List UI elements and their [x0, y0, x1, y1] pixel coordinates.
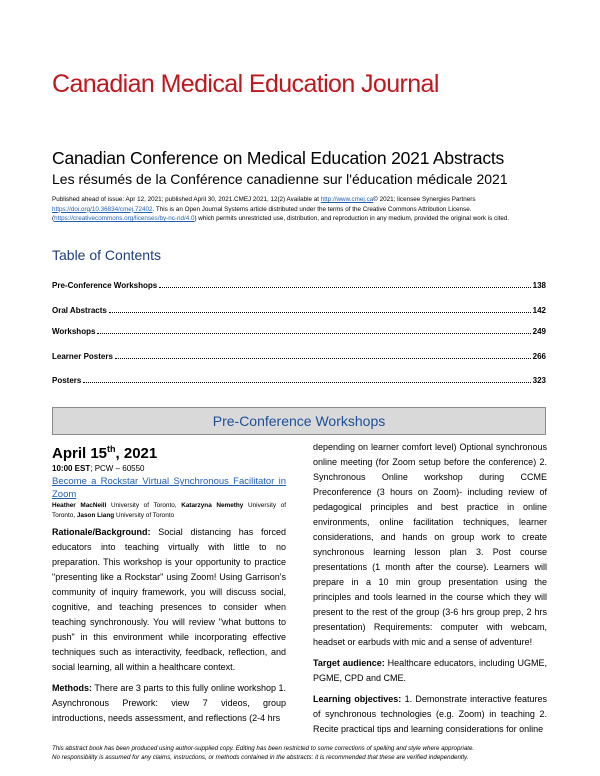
toc-leader-dots — [83, 382, 530, 383]
pub-text-4: ) which permits unrestricted use, distribution, and reproduction in any medium, provided the original work is cited. — [194, 215, 510, 223]
toc-entry-page: 142 — [532, 306, 546, 315]
pub-text-3: . This is an Open Journal Systems article distributed under the terms of the Creative Commons Attribution License. ( — [52, 205, 472, 223]
doi-link[interactable]: https://doi.org/10.36834/cmej.72402 — [52, 205, 153, 213]
section-banner-label: Pre-Conference Workshops — [212, 413, 386, 429]
methods-paragraph — [52, 681, 286, 726]
left-column — [52, 440, 286, 726]
author-1: Heather MacNeill — [52, 502, 107, 509]
workshop-title-link[interactable]: Become a Rockstar Virtual Synchronous Facilitator in Zoom — [52, 476, 286, 500]
toc-entry-page: 138 — [532, 281, 546, 290]
footer-line-2: No responsibility is assumed for any claims, instructions, or methods contained in the abstracts: it is recommended that these are verified independently. — [52, 754, 469, 761]
author-2-affiliation: University of Toronto, — [52, 502, 286, 519]
toc-entry-workshops[interactable] — [52, 325, 546, 336]
target-audience-text: Healthcare educators, including UGME, PGME, CPD and CME. — [313, 658, 547, 683]
author-3-affiliation: University of Toronto — [114, 512, 175, 519]
toc-entry-label: Learner Posters — [52, 352, 113, 361]
author-1-affiliation: University of Toronto, — [106, 502, 182, 509]
toc-entry-label: Pre-Conference Workshops — [52, 281, 158, 290]
pub-text-1: Published ahead of issue: Apr 12, 2021; published April 30, 2021.CMEJ 2021, 12(2) Available at — [52, 196, 321, 203]
abstracts-title-en: Canadian Conference on Medical Education 2021 Abstracts — [52, 148, 505, 168]
session-code: ; PCW – 60550 — [90, 464, 145, 473]
toc-entry-oral-abstracts[interactable] — [52, 304, 546, 315]
toc-entry-posters[interactable] — [52, 374, 546, 385]
target-audience-label: Target audience: — [313, 658, 385, 668]
date-suffix: th — [107, 444, 116, 454]
rationale-label: Rationale/Background: — [52, 527, 151, 537]
session-date — [52, 440, 286, 463]
toc-entry-page: 323 — [532, 376, 546, 385]
toc-entry-page: 266 — [532, 352, 546, 361]
learning-objectives-label: Learning objectives: — [313, 694, 402, 704]
learning-objectives-text: 1. Demonstrate interactive features of synchronous technologies (e.g. Zoom) in teaching 2. Recite practical tips and learning considerations for online — [313, 694, 547, 734]
learning-objectives-paragraph — [313, 692, 547, 737]
date-year: , 2021 — [115, 445, 158, 462]
rationale-paragraph — [52, 525, 286, 675]
section-banner — [52, 407, 546, 435]
toc-entry-page: 249 — [532, 327, 546, 336]
methods-text: There are 3 parts to this fully online workshop 1. Asynchronous Prework: view 7 videos, group introductions, needs assessment, and reflections (2-4 hrs — [52, 683, 286, 723]
session-time — [52, 463, 286, 475]
journal-name: Canadian Medical Education Journal — [52, 70, 439, 98]
cmej-link[interactable]: http://www.cmej.ca — [320, 196, 374, 203]
methods-label: Methods: — [52, 683, 92, 693]
author-3: Jason Liang — [76, 512, 115, 519]
toc-entry-label: Workshops — [52, 327, 96, 336]
publication-info — [52, 195, 554, 224]
time-value: 10:00 EST — [52, 464, 91, 473]
toc-leader-dots — [159, 287, 530, 288]
page-footer — [52, 744, 572, 762]
toc-entry-learner-posters[interactable] — [52, 350, 546, 361]
toc-entry-label: Posters — [52, 376, 82, 385]
author-list — [52, 501, 286, 521]
rationale-text: Social distancing has forced educators into teaching virtually with little to no preparation. This workshop is your opportunity to practice "presenting like a Rockstar" using Zoom! Using Garrison's community of inquiry framework, you will discuss social, cognitive, and teaching presences to consider when teaching synchronously. You will review "what buttons to push" in this environment while incorporating effective techniques such as interactivity, feedback, reflection, and social learning, all within a healthcare context. — [52, 527, 286, 672]
toc-entry-label: Oral Abstracts — [52, 306, 107, 315]
footer-line-1: This abstract book has been produced using author-supplied copy. Editing has been restricted to some corrections of spelling and style where appropriate. — [52, 745, 475, 752]
abstracts-title-fr: Les résumés de la Conférence canadienne sur l'éducation médicale 2021 — [52, 171, 508, 187]
toc-leader-dots — [97, 333, 530, 334]
toc-entry-pre-conference[interactable] — [52, 279, 546, 290]
right-column — [313, 440, 547, 737]
target-audience-paragraph — [313, 656, 547, 686]
toc-leader-dots — [115, 358, 531, 359]
program-description: depending on learner comfort level) Optional synchronous online meeting (for Zoom setup before the conference) 2. Synchronous Online workshop during CCME Preconference (3 hours on Zoom)- including review of pedagogical principles and best practice in online environments, online facilitation techniques, learner considerations, and hands on group work to create synchronous learning lesson plan 3. Post course presentations (1 month after the course). Learners will prepare in a 10 min group presentation using the principles and tools learned in the course which they will present to the rest of the group (3-6 hrs group prep, 2 hrs presentation) Requirements: computer with webcam, headset or earbuds with mic and a sense of adventure! — [313, 442, 547, 647]
license-link[interactable]: https://creativecommons.org/licenses/by-nc-nd/4.0 — [54, 215, 195, 223]
toc-heading: Table of Contents — [52, 247, 161, 263]
author-2: Katarzyna Nemethy — [181, 502, 244, 509]
pub-text-2: © 2021; licensee Synergies Partners — [373, 196, 476, 203]
toc-leader-dots — [109, 312, 531, 313]
date-main: April 15 — [52, 445, 108, 462]
